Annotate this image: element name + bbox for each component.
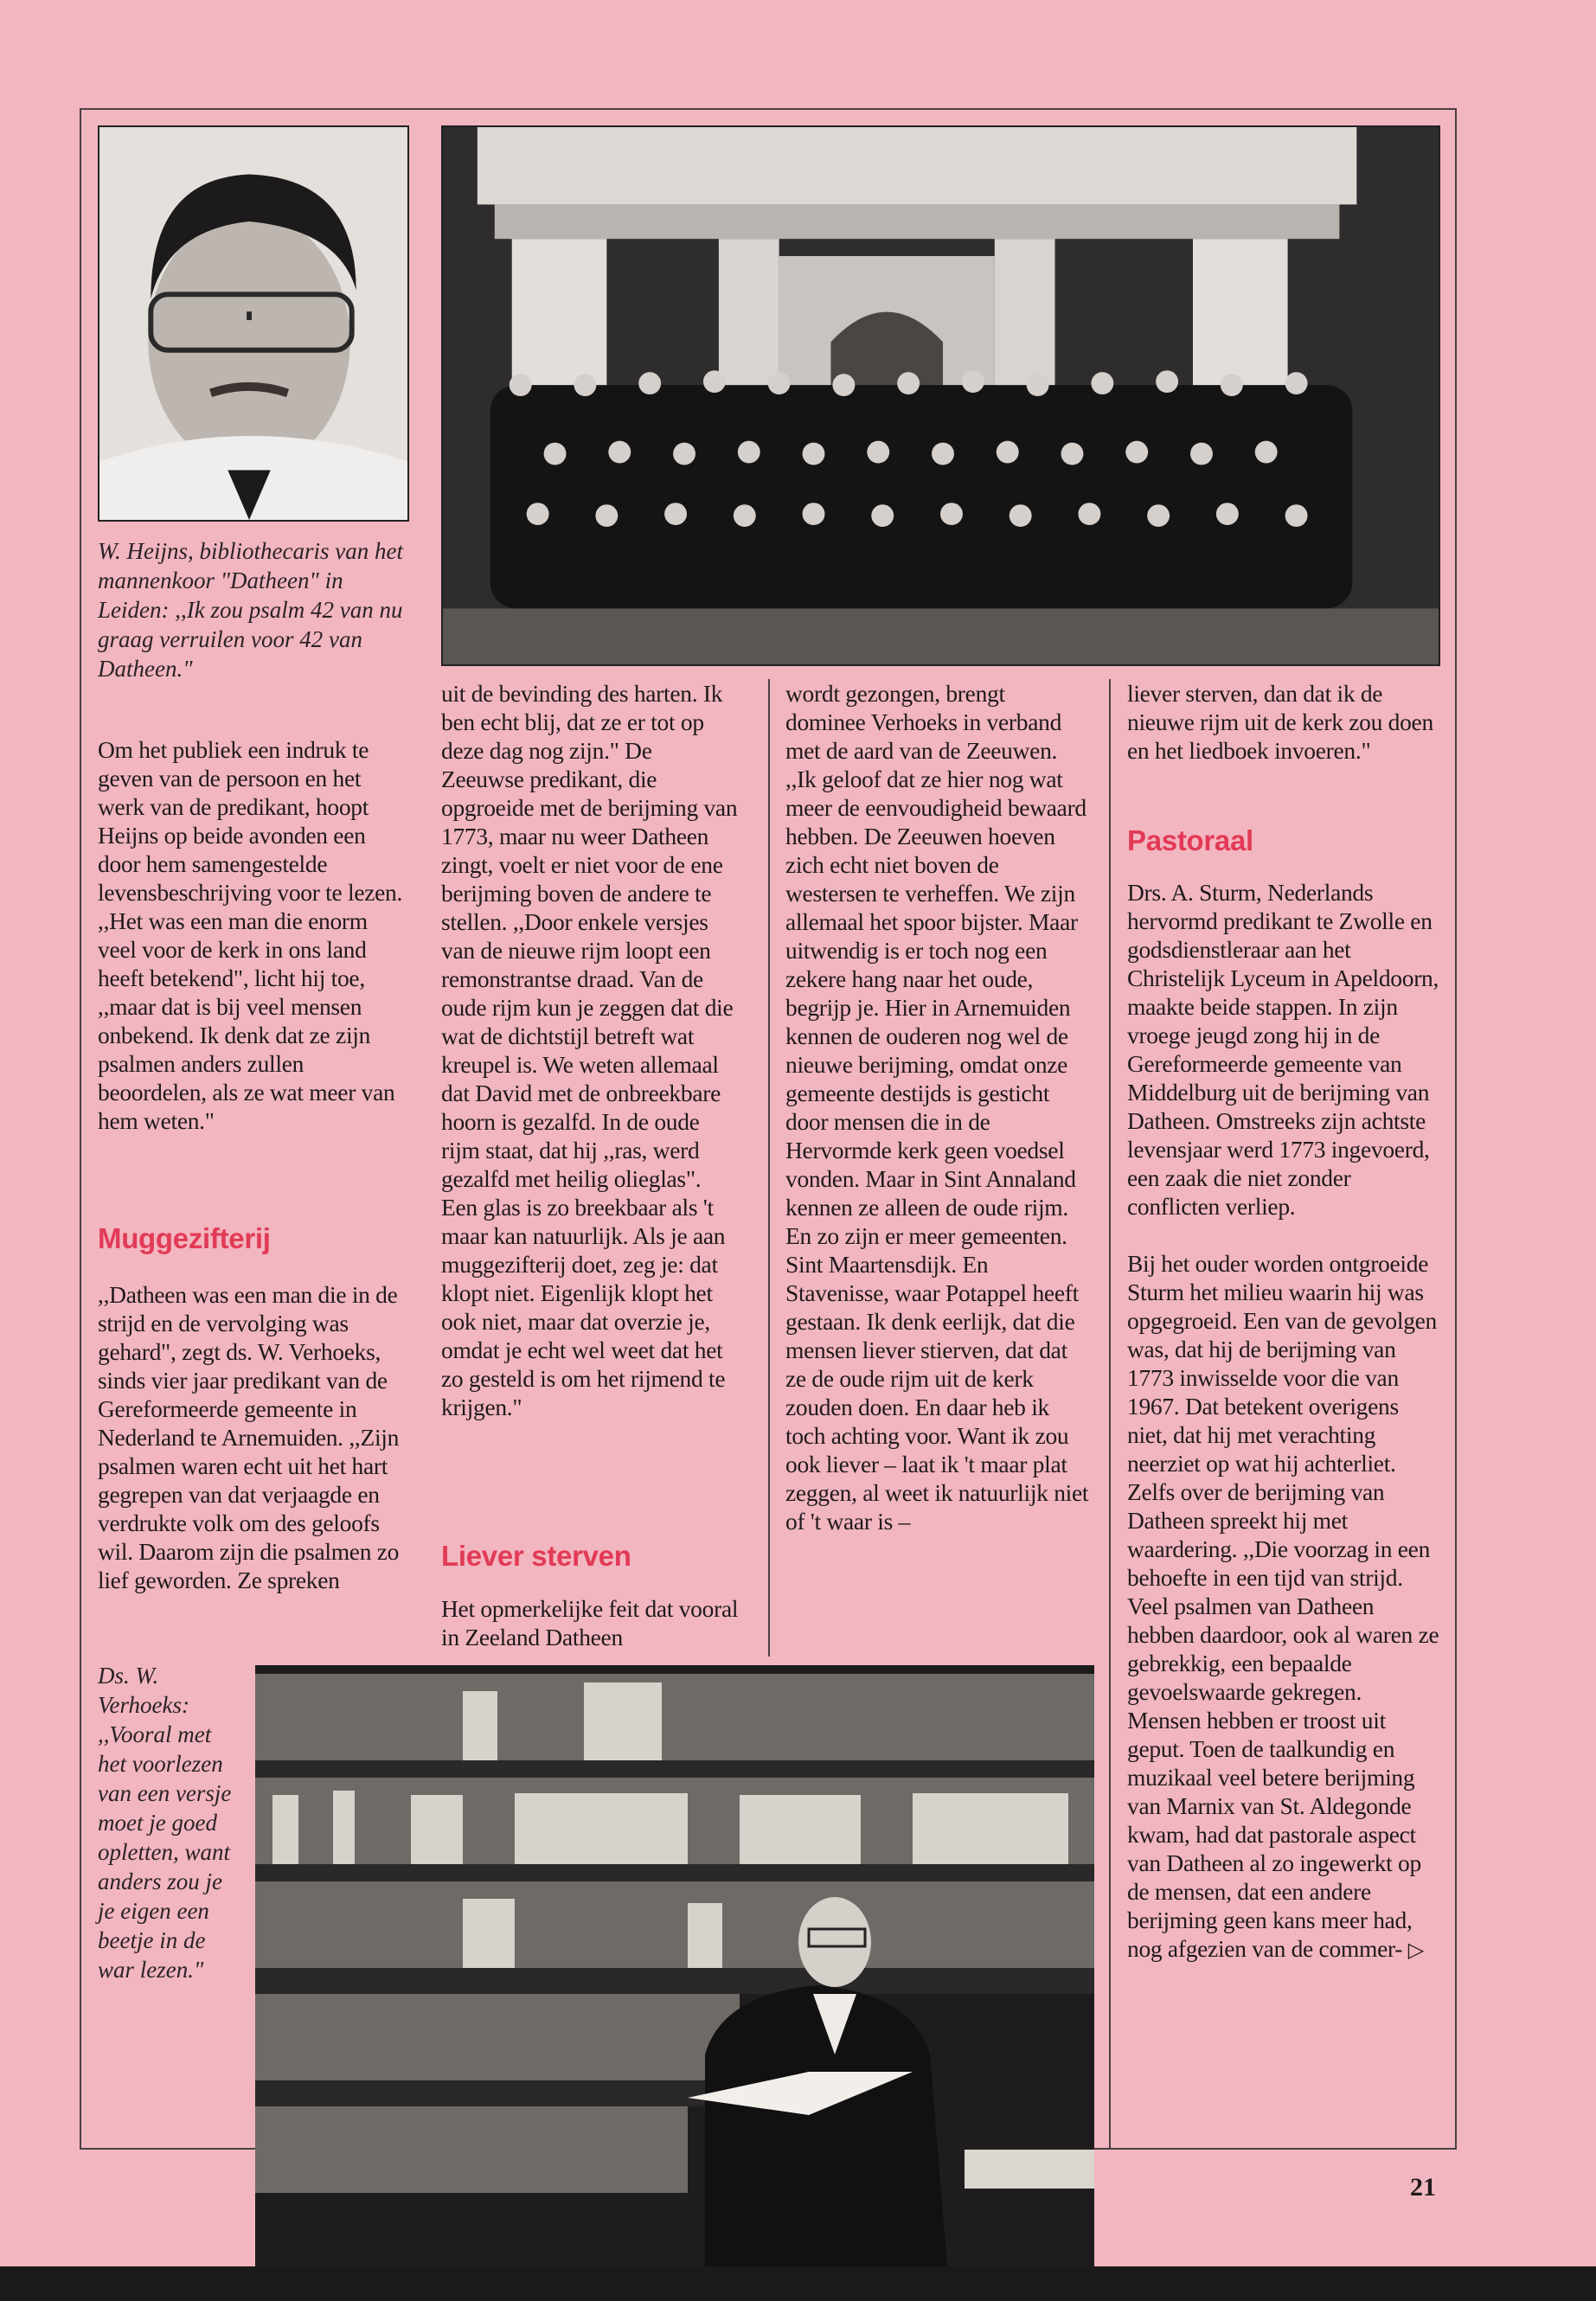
- choir-photo: [441, 125, 1440, 666]
- verhoeks-caption: Ds. W. Verhoeks: ,,Vooral met het voorlezen van een versje moet je goed opletten, want anders zou je je eigen een beetje in de war lezen.": [98, 1663, 232, 1983]
- column-4-continued: [1127, 878, 1440, 1965]
- col4-paragraph-1: liever sterven, dan dat ik de nieuwe rijm uit de kerk zou doen en het liedboek invoeren.": [1127, 680, 1433, 764]
- col4-paragraph-3: [1127, 1249, 1440, 1965]
- portrait-caption: W. Heijns, bibliothecaris van het mannenkoor "Datheen" in Leiden: ,,Ik zou psalm 42 van nu graag verruilen voor 42 van Datheen.": [98, 538, 403, 682]
- col3-paragraph-1: wordt gezongen, brengt dominee Verhoeks in verband met de aard van de Zeeuwen. ,,Ik geloof dat ze hier nog wat meer de eenvoudigheid bewaard hebben. De Zeeuwen hoeven zich echt niet boven de westersen te verheffen. We zijn allemaal het spoor bijster. Maar uitwendig is er toch nog een zekere hang naar het oude, begrijp je. Hier in Arnemuiden kennen de ouderen nog wel de nieuwe berijming, omdat onze gemeente destijds is gesticht door mensen die in de Hervormde kerk geen voedsel vonden. Maar in Sint Annaland kennen ze alleen de oude rijm. En zo zijn er meer gemeenten. Sint Maartensdijk. En Stavenisse, waar Potappel heeft gestaan. Ik denk eerlijk, dat die mensen liever stierven, dat dat ze de oude rijm uit de kerk zouden doen. En daar heb ik toch achting voor. Want ik zou ook liever – laat ik 't maar plat zeggen, al weet ik natuurlijk niet of 't waar is –: [785, 680, 1089, 1535]
- column-4: [1127, 679, 1440, 765]
- library-photo-verhoeks: [255, 1665, 1094, 2266]
- col4-paragraph-3-text: Bij het ouder worden ontgroeide Sturm het milieu waarin hij was opgegroeid. Een van de gevolgen was, dat hij de berijming van 1773 inwisselde voor die van 1967. Dat betekent overigens niet, dat hij met verachting neerziet op wat hij achterliet. Zelfs over de berijming van Datheen spreekt hij met waardering. ,,Die voorzag in een behoefte in een tijd van strijd. Veel psalmen van Datheen hebben daardoor, ook al waren ze gebrekkig, een bepaalde gevoelswaarde gekregen. Mensen hebben er troost uit geput. Toen de taalkundig en muzikaal veel betere berijming van Marnix van St. Aldegonde kwam, had dat pastorale aspect van Datheen al zo ingewerkt op de mensen, dat een andere berijming geen kans meer had, nog afgezien van de commer-: [1127, 1250, 1439, 1962]
- portrait-photo-heijns: [98, 125, 409, 522]
- col4-paragraph-2: Drs. A. Sturm, Nederlands hervormd predikant te Zwolle en godsdienstleraar aan het Christelijk Lyceum in Apeldoorn, maakte beide stappen. In zijn vroege jeugd zong hij in de Gereformeerde gemeente van Middelburg uit de berijming van Datheen. Omstreeks zijn achtste levensjaar werd 1773 ingevoerd, een zaak die niet zonder conflicten verliep.: [1127, 879, 1439, 1220]
- column-rule-2: [1109, 679, 1111, 2150]
- col1-paragraph-2: ,,Datheen was een man die in de strijd en de vervolging was gehard", zegt ds. W. Verhoeks, sinds vier jaar predikant van de Gereformeerde gemeente in Nederland te Arnemuiden. ,,Zijn psalmen waren echt uit het hart gegrepen van dat verjaagde en verdrukte volk om des geloofs wil. Daarom zijn die psalmen zo lief geworden. Ze spreken: [98, 1281, 400, 1593]
- heading-pastoraal: Pastoraal: [1127, 824, 1253, 856]
- column-2: [441, 679, 740, 1421]
- column-2-continued: [441, 1594, 740, 1651]
- heading-muggezifterij: Muggezifterij: [98, 1222, 271, 1254]
- col2-paragraph-2: Het opmerkelijke feit dat vooral in Zeeland Datheen: [441, 1595, 739, 1650]
- column-1: [98, 735, 407, 1135]
- page-number: 21: [1410, 2173, 1436, 2202]
- col1-paragraph-1: Om het publiek een indruk te geven van de persoon en het werk van de predikant, hoopt Heijns op beide avonden een door hem samengestelde levensbeschrijving voor te lezen. ,,Het was een man die enorm veel voor de kerk in ons land heeft betekend", licht hij toe, ,,maar dat is bij veel mensen onbekend. Ik denk dat ze zijn psalmen anders zullen beoordelen, als ze wat meer van hem weten.": [98, 736, 403, 1134]
- heading-liever-sterven: Liever sterven: [441, 1540, 631, 1572]
- col2-paragraph-1: uit de bevinding des harten. Ik ben echt blij, dat ze er tot op deze dag nog zijn." De Zeeuwse predikant, die opgroeide met de berijming van 1773, maar nu weer Datheen zingt, voelt er niet voor de ene berijming boven de andere te stellen. ,,Door enkele versjes van de nieuwe rijm loopt een remonstrantse draad. Van de oude rijm kun je zeggen dat die wat de dichtstijl betreft wat kreupel is. We weten allemaal dat David met de onbreekbare hoorn is gezalfd. In de oude rijm staat, dat hij ,,ras, werd gezalfd met heilig olieglas". Een glas is zo breekbaar als 't maar kan natuurlijk. Als je aan muggezifterij doet, zeg je: dat klopt niet. Eigenlijk klopt het ook niet, maar dat overzie je, omdat je echt wel weet dat het zo gesteld is om het rijmend te krijgen.": [441, 680, 738, 1420]
- column-rule-1: [768, 679, 770, 1657]
- column-3: [785, 679, 1090, 1535]
- continue-arrow-icon: ▷: [1407, 1939, 1424, 1962]
- column-1-continued: [98, 1280, 407, 1594]
